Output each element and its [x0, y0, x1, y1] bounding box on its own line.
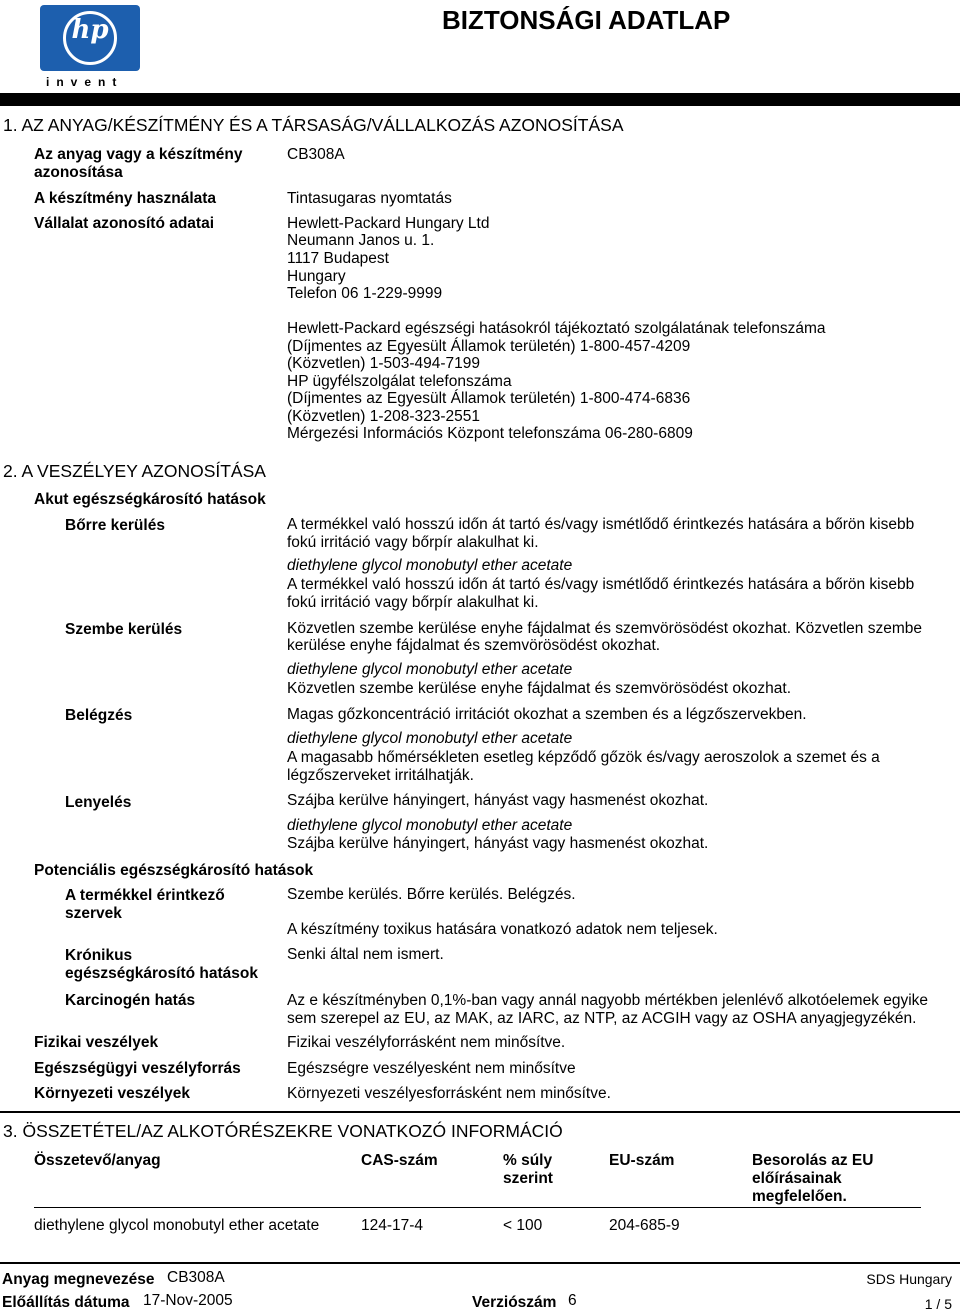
column-header-eu: EU-szám — [609, 1152, 675, 1169]
company-line: Hungary — [287, 268, 346, 285]
identification-label-1: Az anyag vagy a készítmény — [34, 146, 243, 163]
company-label: Vállalat azonosító adatai — [34, 215, 215, 232]
toxicity-text: A készítmény toxikus hatására vonatkozó adatok nem teljesek. — [287, 921, 718, 938]
table-cell-component: diethylene glycol monobutyl ether acetate — [34, 1217, 320, 1234]
eye-text: kerülése enyhe fájdalmat és szemvörösödést okozhat. — [287, 637, 661, 654]
potential-heading: Potenciális egészségkárosító hatások — [34, 862, 314, 879]
inhalation-text: Magas gőzkoncentráció irritációt okozhat a szemben és a légzőszervekben. — [287, 706, 807, 723]
skin-text: A termékkel való hosszú időn át tartó és/vagy ismétlődő érintkezés hatására a bőrön kisebb — [287, 576, 915, 593]
column-header-class-2: előírásainak — [752, 1170, 842, 1187]
identification-value: CB308A — [287, 146, 345, 163]
column-header-class-1: Besorolás az EU — [752, 1152, 874, 1169]
footer-product-label: Anyag megnevezése — [2, 1271, 155, 1288]
header-bar — [0, 93, 960, 106]
ingestion-text: Szájba kerülve hányingert, hányást vagy hasmenést okozhat. — [287, 792, 709, 809]
footer-version-label: Verziószám — [472, 1294, 557, 1311]
organs-label-1: A termékkel érintkező — [65, 887, 225, 904]
hp-logo-text: hp — [71, 15, 109, 45]
contact-line: (Közvetlen) 1-503-494-7199 — [287, 355, 481, 372]
eye-text: Közvetlen szembe kerülése enyhe fájdalmat és szemvörösödést okozhat. Közvetlen szembe — [287, 620, 922, 637]
inhalation-text: A magasabb hőmérsékleten esetleg képződő gőzök és/vagy aeroszolok a szemet és a — [287, 749, 880, 766]
company-line: 1117 Budapest — [287, 250, 389, 267]
column-header-cas: CAS-szám — [361, 1152, 438, 1169]
column-header-weight-2: szerint — [503, 1170, 553, 1187]
carcinogen-label: Karcinogén hatás — [65, 992, 196, 1009]
acute-heading: Akut egészségkárosító hatások — [34, 491, 266, 508]
contact-line: (Díjmentes az Egyesült Államok területén) 1-800-474-6836 — [287, 390, 691, 407]
use-label: A készítmény használata — [34, 190, 217, 207]
footer-country: SDS Hungary — [866, 1271, 952, 1287]
section-2-heading: 2. A VESZÉLYEY AZONOSÍTÁSA — [3, 461, 266, 481]
contact-line: HP ügyfélszolgálat telefonszáma — [287, 373, 512, 390]
contact-line: Mérgezési Információs Központ telefonszáma 06-280-6809 — [287, 425, 693, 442]
hp-logo — [40, 5, 140, 71]
eye-label: Szembe kerülés — [65, 621, 183, 638]
carcinogen-text: sem szerepel az EU, az MAK, az IARC, az NTP, az ACGIH vagy az OSHA anyagjegyzékén. — [287, 1010, 917, 1027]
table-cell-eu: 204-685-9 — [609, 1217, 680, 1234]
section-divider — [0, 1111, 960, 1113]
skin-text: fokú irritáció vagy bőrpír alakulhat ki. — [287, 534, 539, 551]
component-name: diethylene glycol monobutyl ether acetate — [287, 557, 573, 574]
skin-text: fokú irritáció vagy bőrpír alakulhat ki. — [287, 594, 539, 611]
use-value: Tintasugaras nyomtatás — [287, 190, 452, 207]
chronic-label-2: egészségkárosító hatások — [65, 965, 258, 982]
table-header-rule — [34, 1207, 921, 1208]
footer-date-value: 17-Nov-2005 — [143, 1292, 233, 1309]
environment-label: Környezeti veszélyek — [34, 1085, 190, 1102]
table-cell-cas: 124-17-4 — [361, 1217, 424, 1234]
identification-label-2: azonosítása — [34, 164, 123, 181]
organs-text: Szembe kerülés. Bőrre kerülés. Belégzés. — [287, 886, 576, 903]
footer-product-value: CB308A — [167, 1269, 225, 1286]
organs-label-2: szervek — [65, 905, 122, 922]
footer-page-number: 1 / 5 — [924, 1296, 952, 1312]
section-3-heading: 3. ÖSSZETÉTEL/AZ ALKOTÓRÉSZEKRE VONATKOZÓ INFORMÁCIÓ — [3, 1121, 563, 1141]
contact-line: (Díjmentes az Egyesült Államok területén) 1-800-457-4209 — [287, 338, 691, 355]
footer-version-value: 6 — [568, 1292, 577, 1309]
ingestion-label: Lenyelés — [65, 794, 132, 811]
skin-label: Bőrre kerülés — [65, 517, 165, 534]
footer-rule — [0, 1262, 960, 1264]
physical-label: Fizikai veszélyek — [34, 1034, 159, 1051]
column-header-component: Összetevő/anyag — [34, 1152, 161, 1169]
company-line: Neumann Janos u. 1. — [287, 232, 435, 249]
eye-text: Közvetlen szembe kerülése enyhe fájdalmat és szemvörösödést okozhat. — [287, 680, 792, 697]
carcinogen-text: Az e készítményben 0,1%-ban vagy annál nagyobb mértékben jelenlévő alkotóelemek egyike — [287, 992, 929, 1009]
document-title: BIZTONSÁGI ADATLAP — [442, 5, 731, 35]
skin-text: A termékkel való hosszú időn át tartó és/vagy ismétlődő érintkezés hatására a bőrön kisebb — [287, 516, 915, 533]
table-cell-weight: < 100 — [503, 1217, 543, 1234]
logo-tagline: invent — [46, 75, 124, 89]
environment-text: Környezeti veszélyesforrásként nem minősítve. — [287, 1085, 611, 1102]
health-label: Egészségügyi veszélyforrás — [34, 1060, 241, 1077]
company-line: Telefon 06 1-229-9999 — [287, 285, 443, 302]
component-name: diethylene glycol monobutyl ether acetate — [287, 817, 573, 834]
chronic-label-1: Krónikus — [65, 947, 133, 964]
footer-date-label: Előállítás dátuma — [2, 1294, 130, 1311]
component-name: diethylene glycol monobutyl ether acetate — [287, 730, 573, 747]
contact-line: (Közvetlen) 1-208-323-2551 — [287, 408, 481, 425]
contact-line: Hewlett-Packard egészségi hatásokról tájékoztató szolgálatának telefonszáma — [287, 320, 826, 337]
section-1-heading: 1. AZ ANYAG/KÉSZÍTMÉNY ÉS A TÁRSASÁG/VÁLLALKOZÁS AZONOSÍTÁSA — [3, 115, 624, 135]
component-name: diethylene glycol monobutyl ether acetate — [287, 661, 573, 678]
physical-text: Fizikai veszélyforrásként nem minősítve. — [287, 1034, 566, 1051]
column-header-weight-1: % súly — [503, 1152, 553, 1169]
inhalation-text: légzőszerveket irritálhatják. — [287, 767, 474, 784]
column-header-class-3: megfelelően. — [752, 1188, 847, 1205]
company-line: Hewlett-Packard Hungary Ltd — [287, 215, 490, 232]
inhalation-label: Belégzés — [65, 707, 133, 724]
health-text: Egészségre veszélyesként nem minősítve — [287, 1060, 576, 1077]
chronic-text: Senki által nem ismert. — [287, 946, 444, 963]
ingestion-text: Szájba kerülve hányingert, hányást vagy hasmenést okozhat. — [287, 835, 709, 852]
